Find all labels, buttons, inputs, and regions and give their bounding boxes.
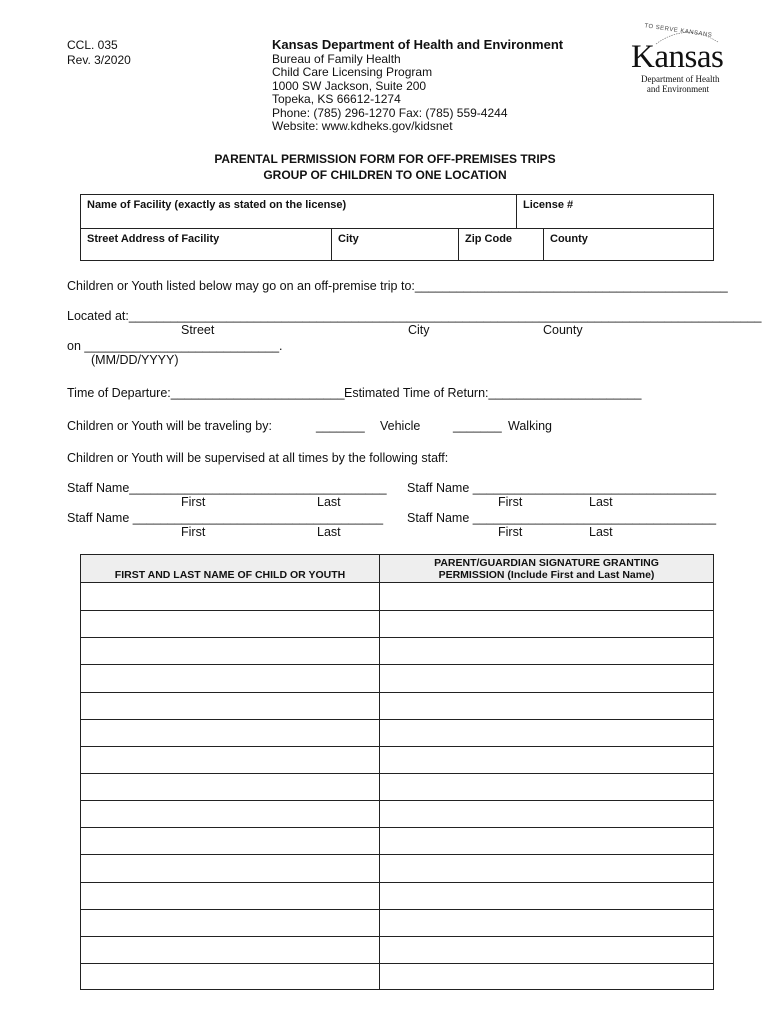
agency-website: Website: www.kdheks.gov/kidsnet [272,119,453,134]
logo-subtitle [641,74,720,94]
child-name-cell[interactable] [81,910,379,937]
logo-subtitle-line2: and Environment [646,84,710,94]
departure-time-line[interactable]: Time of Departure:_________________________ [67,386,345,400]
staff-name-2[interactable]: Staff Name ___________________________________ [407,481,717,495]
staff3-last-label: Last [317,525,341,539]
staff3-first-label: First [181,525,206,539]
form-title [0,151,770,183]
form-title-line2: GROUP OF CHILDREN TO ONE LOCATION [263,168,507,182]
staff-name-4[interactable]: Staff Name ___________________________________ [407,511,717,525]
parent-signature-cell[interactable] [380,774,713,801]
facility-name-label: Name of Facility (exactly as stated on the license) [87,199,347,211]
table-row [81,909,713,937]
parent-signature-cell[interactable] [380,693,713,720]
parent-signature-cell[interactable] [380,638,713,665]
staff1-last-label: Last [317,495,341,509]
child-name-cell[interactable] [81,720,379,747]
staff2-last-label: Last [589,495,613,509]
parent-signature-header-line2: PERMISSION (Include First and Last Name) [438,569,655,581]
table-row [81,854,713,882]
parent-signature-cell[interactable] [380,665,713,692]
table-row [81,692,713,720]
agency-block [272,37,563,133]
staff-name-3[interactable]: Staff Name ____________________________________ [67,511,384,525]
child-name-cell[interactable] [81,828,379,855]
trip-date-line[interactable]: on ____________________________. [67,339,283,353]
agency-program: Child Care Licensing Program [272,65,433,80]
license-number-field[interactable] [517,195,713,229]
located-county-label: County [543,323,583,337]
parent-signature-header-line1: PARENT/GUARDIAN SIGNATURE GRANTING [434,557,659,569]
table-row [81,583,713,610]
parent-signature-cell[interactable] [380,910,713,937]
vehicle-blank[interactable]: _______ [316,419,365,433]
parent-signature-cell[interactable] [380,801,713,828]
children-table-header [81,555,713,583]
agency-address: 1000 SW Jackson, Suite 200 [272,78,427,93]
logo-wordmark: Kansas [631,39,724,75]
table-row [81,664,713,692]
located-city-label: City [408,323,430,337]
parent-signature-cell[interactable] [380,720,713,747]
table-row [81,637,713,665]
child-name-cell[interactable] [81,611,379,638]
form-title-line1: PARENTAL PERMISSION FORM FOR OFF-PREMISES TRIPS [214,152,556,166]
county-label: County [550,233,588,245]
facility-table [80,194,714,261]
logo-subtitle-line1: Department of Health [641,74,720,84]
table-row [81,610,713,638]
table-row [81,773,713,801]
agency-phone-fax: Phone: (785) 296-1270 Fax: (785) 559-4244 [272,105,508,120]
child-name-cell[interactable] [81,747,379,774]
return-time-line[interactable]: Estimated Time of Return:______________________ [344,386,642,400]
agency-city-state-zip: Topeka, KS 66612-1274 [272,92,401,107]
parent-signature-cell[interactable] [380,611,713,638]
child-name-cell[interactable] [81,964,379,991]
walking-label: Walking [508,419,552,433]
parent-signature-cell[interactable] [380,883,713,910]
license-number-label: License # [523,199,574,211]
facility-name-field[interactable] [81,195,517,229]
street-address-field[interactable] [81,229,332,261]
table-row [81,800,713,828]
child-name-cell[interactable] [81,693,379,720]
child-name-cell[interactable] [81,883,379,910]
form-number: CCL. 035 [67,38,118,52]
child-name-cell[interactable] [81,638,379,665]
travel-by-label: Children or Youth will be traveling by: [67,419,272,433]
parent-signature-cell[interactable] [380,964,713,991]
table-row [81,963,713,991]
parent-signature-cell[interactable] [380,747,713,774]
table-row [81,719,713,747]
children-permission-table [80,554,714,990]
staff-name-1[interactable]: Staff Name_____________________________________ [67,481,387,495]
table-row [81,936,713,964]
table-row [81,882,713,910]
staff2-first-label: First [498,495,523,509]
trip-destination-line[interactable]: Children or Youth listed below may go on an off-premise trip to:_____________________________________________ [67,279,728,293]
parent-signature-cell[interactable] [380,828,713,855]
parent-signature-cell[interactable] [380,855,713,882]
child-name-column-header: FIRST AND LAST NAME OF CHILD OR YOUTH [114,569,346,581]
street-address-label: Street Address of Facility [87,233,220,245]
zip-code-field[interactable] [459,229,544,261]
walking-blank[interactable]: _______ [453,419,502,433]
kansas-logo [626,23,726,94]
child-name-cell[interactable] [81,855,379,882]
parent-signature-cell[interactable] [380,937,713,964]
child-name-cell[interactable] [81,774,379,801]
zip-code-label: Zip Code [465,233,513,245]
table-row [81,827,713,855]
form-code-block [67,38,131,68]
county-field[interactable] [544,229,713,261]
agency-name: Kansas Department of Health and Environment [272,37,564,52]
facility-city-label: City [338,233,359,245]
facility-city-field[interactable] [332,229,459,261]
parent-signature-cell[interactable] [380,583,713,610]
staff1-first-label: First [181,495,206,509]
located-at-line[interactable]: Located at:___________________________________________________________________________________________ [67,309,762,323]
child-name-cell[interactable] [81,665,379,692]
parent-signature-column-header [380,557,713,581]
supervised-statement: Children or Youth will be supervised at all times by the following staff: [67,451,449,465]
vehicle-label: Vehicle [380,419,421,433]
logo-arc-text: TO SERVE KANSANS [643,23,713,39]
child-name-cell[interactable] [81,583,379,610]
child-name-cell[interactable] [81,801,379,828]
staff4-last-label: Last [589,525,613,539]
table-row [81,746,713,774]
child-name-cell[interactable] [81,937,379,964]
located-street-label: Street [181,323,215,337]
form-revision: Rev. 3/2020 [67,53,131,67]
staff4-first-label: First [498,525,523,539]
date-format-label: (MM/DD/YYYY) [91,353,179,367]
agency-bureau: Bureau of Family Health [272,52,401,66]
